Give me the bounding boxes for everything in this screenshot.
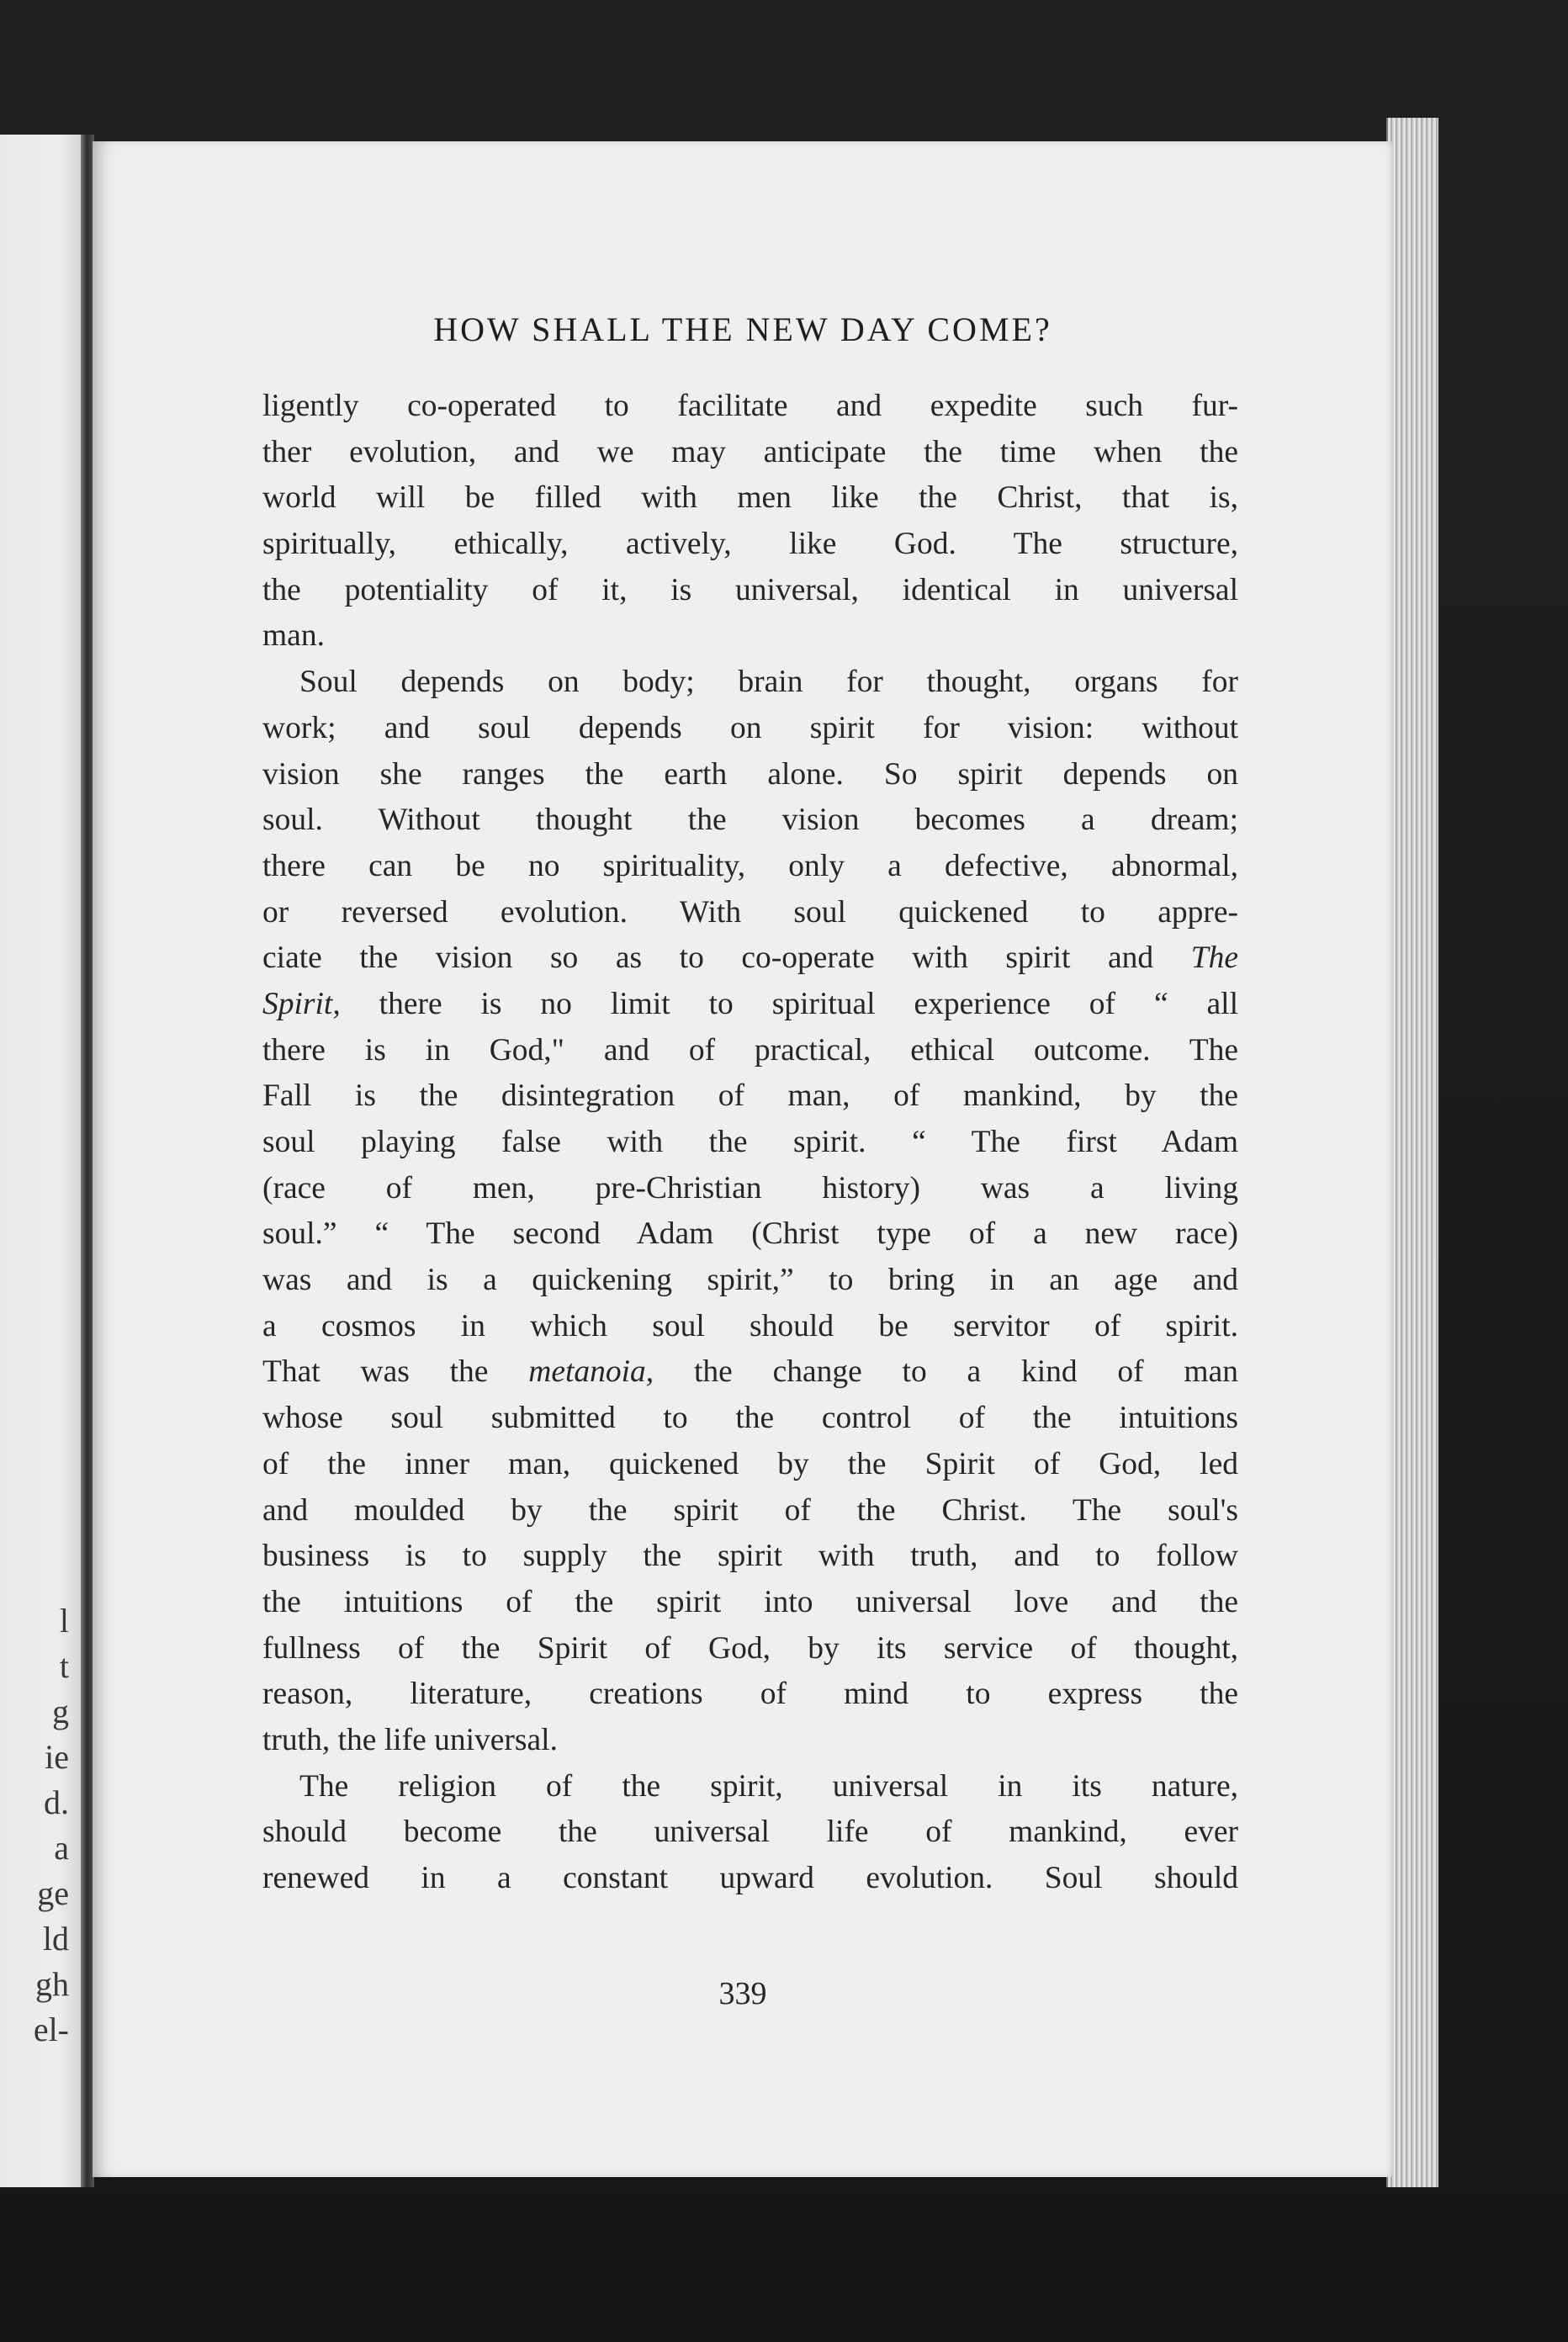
text-line: Soul depends on body; brain for thought, organs for bbox=[299, 665, 1238, 700]
text-run: there is no limit to spiritual experience of “ all bbox=[340, 986, 1238, 1021]
text-line-mixed bbox=[262, 982, 1238, 1028]
text-line: of the inner man, quickened by the Spirit of God, led bbox=[262, 1446, 1238, 1481]
text-line: ligently co-operated to facilitate and expedite such fur- bbox=[262, 389, 1238, 423]
left-fragment: t bbox=[59, 1647, 69, 1685]
text-line-mixed bbox=[262, 1349, 1238, 1396]
body-text bbox=[262, 384, 1238, 1902]
text-line: The religion of the spirit, universal in its nature, bbox=[299, 1768, 1238, 1804]
left-fragment: ld bbox=[42, 1920, 69, 1958]
text-line: a cosmos in which soul should be servitor of spirit. bbox=[262, 1308, 1238, 1343]
left-fragment: el- bbox=[33, 2011, 69, 2048]
left-fragment: ie bbox=[45, 1738, 69, 1776]
text-line: Fall is the disintegration of man, of mankind, by the bbox=[262, 1078, 1238, 1114]
text-line: spiritually, ethically, actively, like God. The structure, bbox=[262, 527, 1238, 562]
text-line: soul playing false with the spirit. “ The first Adam bbox=[262, 1125, 1238, 1159]
left-fragment: d. bbox=[44, 1783, 69, 1821]
text-line: soul.” “ The second Adam (Christ type of a new race) bbox=[262, 1216, 1238, 1252]
text-line: (race of men, pre-Christian history) was a living bbox=[262, 1170, 1238, 1205]
text-line: the potentiality of it, is universal, identical in universal bbox=[262, 572, 1238, 607]
left-fragment: l bbox=[59, 1602, 69, 1640]
italic-run: metanoia, bbox=[528, 1354, 654, 1390]
text-run: ciate the vision so as to co-operate with spirit and bbox=[262, 941, 1191, 976]
right-page bbox=[93, 141, 1393, 2177]
text-line: or reversed evolution. With soul quickened to appre- bbox=[262, 894, 1238, 930]
text-line: fullness of the Spirit of God, by its service of thought, bbox=[262, 1630, 1238, 1666]
left-fragment: gh bbox=[35, 1965, 69, 2003]
left-fragment: ge bbox=[37, 1874, 69, 1912]
text-line: renewed in a constant upward evolution. Soul should bbox=[262, 1861, 1238, 1895]
text-line: ther evolution, and we may anticipate the time when the bbox=[262, 434, 1238, 469]
left-fragment: a bbox=[54, 1829, 69, 1867]
text-line: work; and soul depends on spirit for vision: without bbox=[262, 710, 1238, 745]
text-line: business is to supply the spirit with truth, and to follow bbox=[262, 1539, 1238, 1574]
italic-run: Spirit, bbox=[262, 986, 341, 1021]
left-fragment: g bbox=[52, 1693, 69, 1730]
page-stack-edges bbox=[1386, 118, 1438, 2187]
left-page bbox=[0, 135, 82, 2187]
italic-run: The bbox=[1190, 941, 1238, 976]
text-line: reason, literature, creations of mind to express the bbox=[262, 1677, 1238, 1712]
running-head: HOW SHALL THE NEW DAY COME? bbox=[433, 310, 1052, 348]
left-page-text-fragments bbox=[0, 1598, 76, 2053]
text-line: soul. Without thought the vision becomes a dream; bbox=[262, 803, 1238, 838]
text-line: was and is a quickening spirit,” to bring in an age and bbox=[262, 1263, 1238, 1298]
text-line: world will be filled with men like the Christ, that is, bbox=[262, 480, 1238, 516]
text-line: and moulded by the spirit of the Christ. The soul's bbox=[262, 1492, 1238, 1528]
text-line: whose soul submitted to the control of the intuitions bbox=[262, 1401, 1238, 1436]
text-line: there can be no spirituality, only a defective, abnormal, bbox=[262, 848, 1238, 883]
text-run: That was the bbox=[262, 1354, 529, 1390]
text-line-mixed bbox=[262, 935, 1238, 982]
page-number: 339 bbox=[718, 1976, 767, 2011]
text-line: vision she ranges the earth alone. So spirit depends on bbox=[262, 756, 1238, 792]
text-line: truth, the life universal. bbox=[262, 1722, 558, 1757]
text-line: man. bbox=[262, 618, 325, 654]
text-line: should become the universal life of mankind, ever bbox=[262, 1815, 1238, 1850]
text-line: there is in God," and of practical, ethical outcome. The bbox=[262, 1032, 1238, 1068]
text-run: the change to a kind of man bbox=[654, 1354, 1239, 1390]
text-line: the intuitions of the spirit into universal love and the bbox=[262, 1584, 1238, 1619]
